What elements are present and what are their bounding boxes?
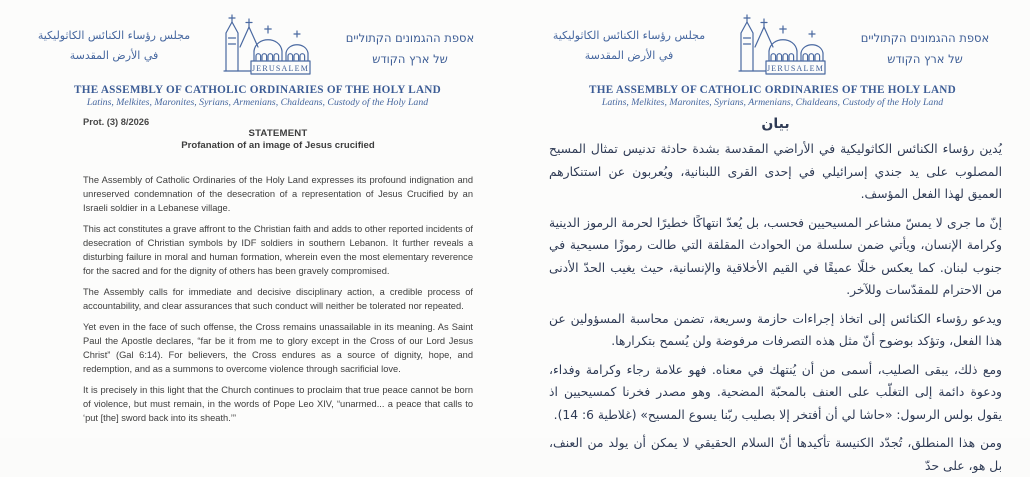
letterhead-arabic-line2: في الأرض المقدسة (584, 49, 674, 63)
arabic-paragraph-5: ومن هذا المنطلق، تُجدّد الكنيسة تأكيدها أنّ السلام الحقيقي لا يمكن أن يولد من العنف، بل هو، على حدّ (549, 436, 1002, 473)
letterhead-arabic-line1: مجلس رؤساء الكنائس الكاثوليكية (552, 29, 706, 42)
english-statement-body (0, 108, 515, 425)
arabic-paragraph-2: إنّ ما جرى لا يمسّ مشاعر المسيحيين فحسب، بل يُعدّ انتهاكًا خطيرًا لحرمة الرموز الدينية وكرامة الإنسان، ويأتي ضمن سلسلة من الحوادث المقلقة التي طالت رموزًا مسيحية في جنوب لبنان. كما يعكس خللًا عميقًا في القيم الأخلاقية والإنسانية، حيث يغيب الحدّ الأدنى من الاحترام للمقدّسات وللآخر. (549, 215, 1002, 297)
letterhead-hebrew-line2: של ארץ הקודש (887, 51, 963, 66)
org-subtitle: Latins, Melkites, Maronites, Syrians, Armenians, Chaldeans, Custody of the Holy Land (86, 97, 429, 108)
page-english (0, 0, 515, 438)
jerusalem-logo-icon (213, 11, 319, 82)
english-paragraph-5: It is precisely in this light that the Church continues to proclaim that true peace cannot be born of violence, but must remain, in the words of Pope Leo XIV, “unarmed... a peace that calls to ‘put [the] sword back into its sheath.’” (83, 385, 473, 423)
letterhead-hebrew-text (319, 28, 501, 69)
letterhead-arabic-text (531, 26, 727, 67)
jerusalem-logo-icon (728, 11, 834, 82)
statement-title: STATEMENT (248, 128, 308, 139)
letterhead-arabic-line1: مجلس رؤساء الكنائس الكاثوليكية (37, 29, 191, 42)
letterhead (0, 0, 515, 82)
org-name: THE ASSEMBLY OF CATHOLIC ORDINARIES OF THE HOLY LAND (589, 84, 956, 96)
statement-subtitle: Profanation of an image of Jesus crucified (181, 140, 375, 151)
letterhead-hebrew-line1: אספת ההגמונים הקתוליים (860, 31, 990, 45)
letterhead-hebrew-text (834, 28, 1016, 69)
arabic-statement-body (515, 108, 1030, 477)
arabic-paragraph-4: ومع ذلك، يبقى الصليب، أسمى من أن يُنتهك في معناه. فهو علامة رجاء وكرامة وفداء، ودعوة دائمة إلى التغلّب على العنف بالمحبّة المضحية. وهو مصدر فخرنا كمسيحيين اذ يقول بولس الرسول: «حاشا لي أن أفتخر إلا بصليب ربّنا يسوع المسيح» (غلاطية 6: 14). (549, 362, 1002, 422)
arabic-paragraph-1: يُدين رؤساء الكنائس الكاثوليكية في الأراضي المقدسة بشدة حادثة تدنيس تمثال المسيح المصلوب على يد جندي إسرائيلي في إحدى القرى اللبنانية، ويُعربون عن استنكارهم العميق لهذا الفعل المؤسف. (549, 142, 1002, 201)
org-name: THE ASSEMBLY OF CATHOLIC ORDINARIES OF THE HOLY LAND (74, 84, 441, 96)
org-subtitle: Latins, Melkites, Maronites, Syrians, Armenians, Chaldeans, Custody of the Holy Land (601, 97, 944, 108)
letterhead-arabic-text (16, 26, 212, 67)
jerusalem-logo-label: JERUSALEM (766, 64, 824, 73)
english-paragraph-1: The Assembly of Catholic Ordinaries of the Holy Land expresses its profound indignation and unreserved condemnation of the desecration of a representation of Jesus Crucified by an Israeli soldier in a Lebanese village. (83, 175, 473, 213)
letterhead-hebrew-line1: אספת ההגמונים הקתוליים (345, 31, 475, 45)
english-paragraphs (83, 173, 473, 425)
arabic-paragraph-3: ويدعو رؤساء الكنائس إلى اتخاذ إجراءات حازمة وسريعة، تضمن محاسبة المسؤولين عن هذا الفعل، وتؤكد بوضوح أنّ مثل هذه التصرفات مرفوضة ولن يُسمح بتكرارها. (549, 311, 1002, 348)
english-paragraph-2: This act constitutes a grave affront to the Christian faith and adds to other reported incidents of desecration of Christian symbols by IDF soldiers in southern Lebanon. It further reveals a disturbing failure in moral and human formation, wherein even the most elementary reverence for the sacred and for the dignity of others has been gravely compromised. (83, 224, 473, 276)
jerusalem-logo-label: JERUSALEM (251, 64, 309, 73)
letterhead-arabic-line2: في الأرض المقدسة (69, 49, 159, 63)
english-paragraph-4: Yet even in the face of such offense, the Cross remains unassailable in its meaning. As Saint Paul the Apostle declares, “far be it from me to glory except in the Cross of our Lord Jesus Christ” (Gal 6:14). For believers, the Cross endures as a source of dignity, hope, and redemption, and as a summons to overcome violence through sacrificial love. (83, 322, 473, 374)
arabic-statement-title: بيان (761, 116, 790, 132)
protocol-number: Prot. (3) 8/2026 (83, 117, 150, 127)
page-arabic (515, 0, 1030, 473)
letterhead (515, 0, 1030, 82)
english-paragraph-3: The Assembly calls for immediate and decisive disciplinary action, a credible process of accountability, and clear assurances that such conduct will neither be tolerated nor repeated. (83, 287, 473, 311)
letterhead-hebrew-line2: של ארץ הקודש (372, 51, 448, 66)
